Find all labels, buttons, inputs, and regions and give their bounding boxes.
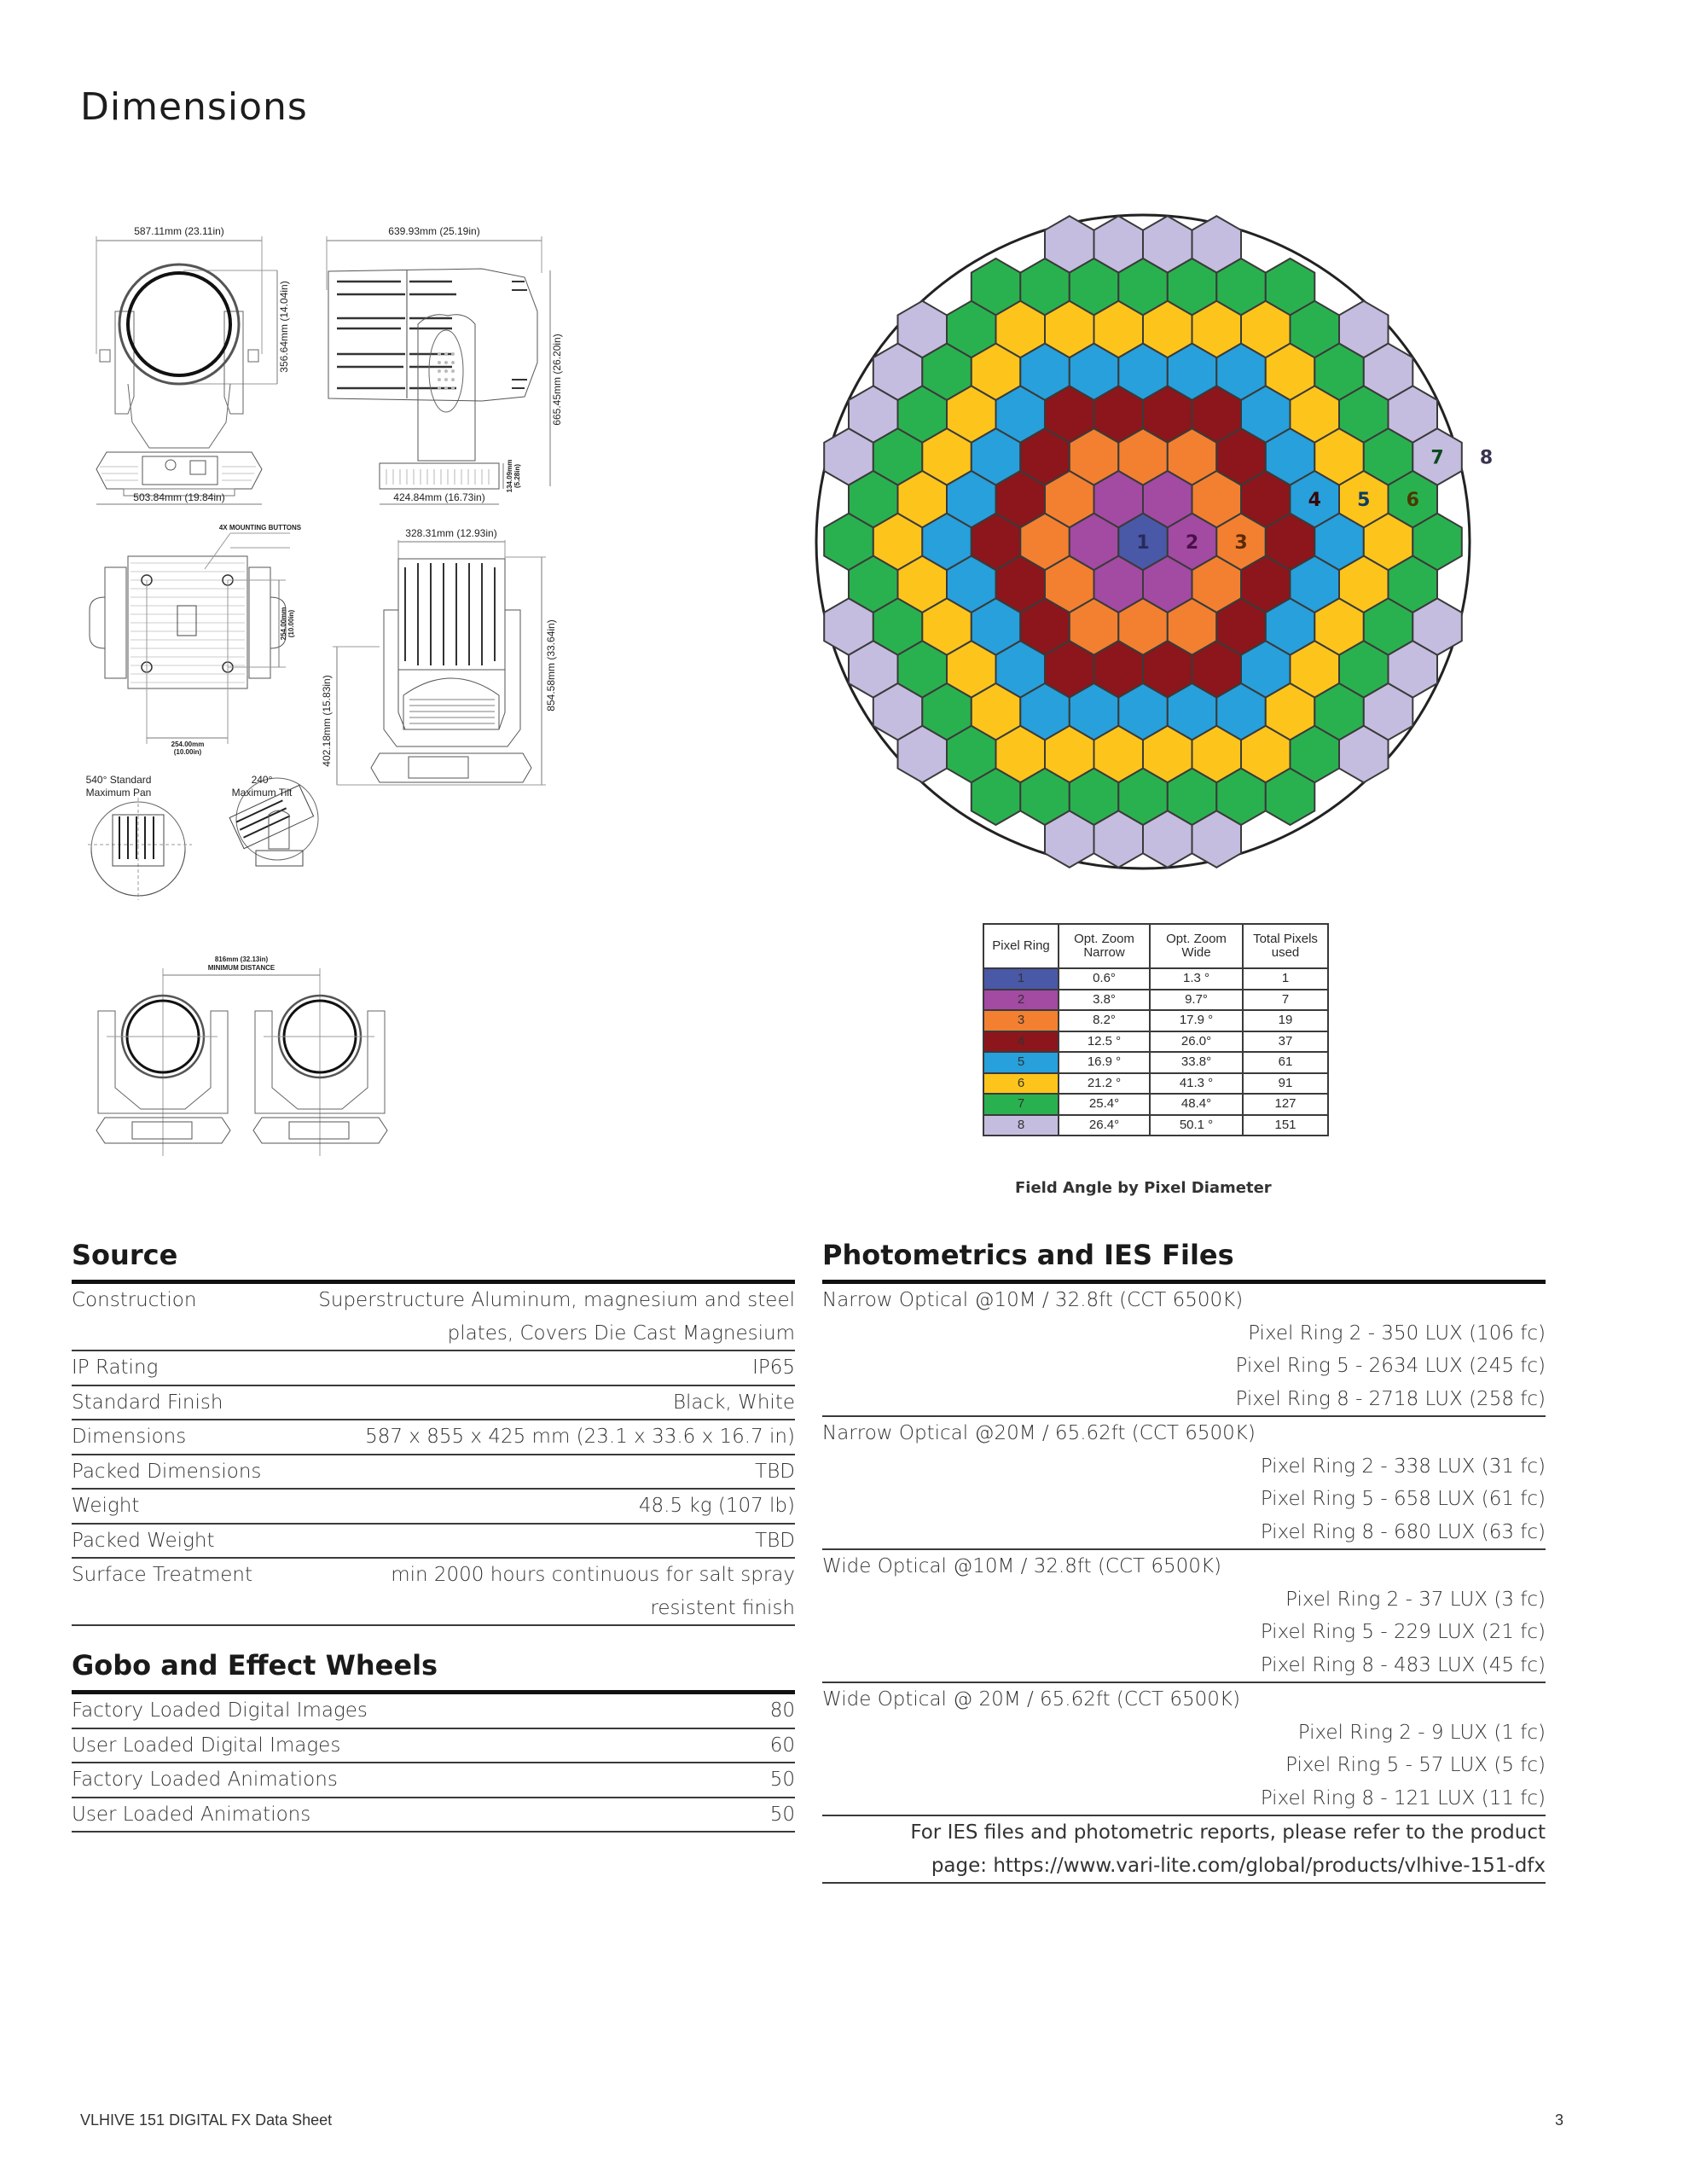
spec-label: Packed Weight bbox=[72, 1529, 215, 1552]
photometric-value: Pixel Ring 2 - 37 LUX (3 fc) bbox=[1285, 1588, 1546, 1611]
spec-row bbox=[72, 1763, 795, 1798]
table-row bbox=[983, 1031, 1328, 1053]
front-view-drawing bbox=[96, 236, 277, 504]
photometric-value: Pixel Ring 5 - 229 LUX (21 fc) bbox=[1260, 1621, 1546, 1643]
spec-value: IP65 bbox=[752, 1356, 795, 1379]
table-row bbox=[983, 990, 1328, 1011]
spec-value: 587 x 855 x 425 mm (23.1 x 33.6 x 16.7 in) bbox=[365, 1426, 795, 1448]
front-width-label: 587.11mm (23.11in) bbox=[134, 225, 224, 237]
cell-pixels: 151 bbox=[1243, 1115, 1328, 1136]
cell-narrow: 21.2 ° bbox=[1059, 1073, 1150, 1095]
gobo-rows bbox=[72, 1694, 795, 1833]
cell-pixels: 7 bbox=[1243, 990, 1328, 1011]
spec-value: min 2000 hours continuous for salt spray resistent finish bbox=[391, 1564, 795, 1619]
spec-value: 80 bbox=[769, 1699, 795, 1722]
rear-view-drawing bbox=[333, 540, 546, 785]
cell-pixels: 61 bbox=[1243, 1052, 1328, 1073]
cell-pixels: 91 bbox=[1243, 1073, 1328, 1095]
table-row bbox=[983, 968, 1328, 990]
cell-pixels: 127 bbox=[1243, 1094, 1328, 1115]
cell-wide: 9.7° bbox=[1150, 990, 1243, 1011]
table-row bbox=[983, 1010, 1328, 1031]
source-heading: Source bbox=[72, 1239, 795, 1284]
pixel-ring-label: 6 bbox=[1406, 490, 1419, 512]
photometric-value: Pixel Ring 2 - 350 LUX (106 fc) bbox=[1248, 1321, 1546, 1345]
cell-ring: 7 bbox=[983, 1094, 1059, 1115]
cell-narrow: 3.8° bbox=[1059, 990, 1150, 1011]
tilt-label-line2: Maximum Tilt bbox=[231, 787, 293, 799]
spec-value: 60 bbox=[769, 1734, 795, 1757]
footer-page-number: 3 bbox=[1555, 2111, 1564, 2129]
spec-value: 48.5 kg (107 lb) bbox=[638, 1495, 795, 1517]
photometric-group bbox=[822, 1417, 1546, 1550]
photometric-value: Pixel Ring 2 - 338 LUX (31 fc) bbox=[1260, 1455, 1546, 1478]
gobo-heading: Gobo and Effect Wheels bbox=[72, 1649, 795, 1694]
ies-note bbox=[822, 1816, 1546, 1884]
table-row bbox=[983, 1094, 1328, 1115]
cell-wide: 17.9 ° bbox=[1150, 1010, 1243, 1031]
photometrics-groups bbox=[822, 1284, 1546, 1816]
header-pixel-ring: Pixel Ring bbox=[983, 924, 1059, 968]
side-base-width-label: 424.84mm (16.73in) bbox=[393, 491, 485, 503]
spec-row bbox=[72, 1455, 795, 1490]
spec-row bbox=[72, 1559, 795, 1626]
cell-narrow: 16.9 ° bbox=[1059, 1052, 1150, 1073]
cell-wide: 1.3 ° bbox=[1150, 968, 1243, 990]
spec-label: Factory Loaded Digital Images bbox=[72, 1699, 368, 1722]
photometric-group bbox=[822, 1550, 1546, 1683]
cell-wide: 41.3 ° bbox=[1150, 1073, 1243, 1095]
spec-row bbox=[72, 1386, 795, 1421]
cell-wide: 33.8° bbox=[1150, 1052, 1243, 1073]
cell-ring: 3 bbox=[983, 1010, 1059, 1031]
gobo-section bbox=[72, 1649, 795, 1833]
pixel-ring-label: 2 bbox=[1185, 532, 1199, 554]
spec-label: Construction bbox=[72, 1289, 197, 1311]
spec-row bbox=[72, 1490, 795, 1525]
side-base-height-in: (5.28in) bbox=[513, 463, 521, 489]
rear-width-label: 328.31mm (12.93in) bbox=[405, 527, 497, 539]
photometric-group-title: Wide Optical @ 20M / 65.62ft (CCT 6500K) bbox=[822, 1688, 1240, 1711]
table-row bbox=[983, 1052, 1328, 1073]
spec-value: TBD bbox=[755, 1460, 795, 1483]
cell-ring: 8 bbox=[983, 1115, 1059, 1136]
cell-narrow: 26.4° bbox=[1059, 1115, 1150, 1136]
table-header-row bbox=[983, 924, 1328, 968]
photometric-group bbox=[822, 1683, 1546, 1816]
pan-label-line2: Maximum Pan bbox=[85, 787, 152, 799]
pixel-ring-svg bbox=[810, 209, 1494, 879]
pixel-ring-label: 4 bbox=[1308, 490, 1321, 512]
table-row bbox=[983, 1115, 1328, 1136]
spec-row bbox=[72, 1729, 795, 1764]
pixel-ring-label: 3 bbox=[1234, 532, 1248, 554]
spec-row bbox=[72, 1420, 795, 1455]
photometric-group-title: Wide Optical @10M / 32.8ft (CCT 6500K) bbox=[822, 1555, 1221, 1577]
photometric-value: Pixel Ring 2 - 9 LUX (1 fc) bbox=[1297, 1721, 1546, 1744]
photometrics-heading: Photometrics and IES Files bbox=[822, 1239, 1546, 1284]
bottom-view-drawing bbox=[90, 533, 290, 744]
cell-narrow: 0.6° bbox=[1059, 968, 1150, 990]
cell-ring: 5 bbox=[983, 1052, 1059, 1073]
mount-spacing-h-mm: 254.00mm bbox=[171, 741, 205, 748]
pixel-ring-label: 1 bbox=[1136, 532, 1150, 554]
pixel-ring-label: 7 bbox=[1430, 447, 1444, 469]
spec-row bbox=[72, 1351, 795, 1386]
photometric-value: Pixel Ring 8 - 483 LUX (45 fc) bbox=[1260, 1653, 1546, 1676]
spec-label: Dimensions bbox=[72, 1426, 187, 1448]
spec-value: Black, White bbox=[672, 1391, 795, 1414]
spec-value: 50 bbox=[769, 1769, 795, 1791]
pixel-ring-diagram bbox=[810, 209, 1494, 879]
min-distance-label: MINIMUM DISTANCE bbox=[207, 964, 276, 972]
spec-label: Packed Dimensions bbox=[72, 1460, 262, 1483]
spec-value: TBD bbox=[755, 1529, 795, 1552]
pixel-ring-table bbox=[983, 923, 1329, 1136]
spec-label: User Loaded Animations bbox=[72, 1803, 311, 1826]
cell-ring: 2 bbox=[983, 990, 1059, 1011]
minimum-distance-drawing bbox=[96, 968, 387, 1156]
cell-ring: 6 bbox=[983, 1073, 1059, 1095]
min-distance-value: 816mm (32.13in) bbox=[214, 956, 269, 963]
header-zoom-wide: Opt. Zoom Wide bbox=[1150, 924, 1243, 968]
cell-narrow: 25.4° bbox=[1059, 1094, 1150, 1115]
photometric-value: Pixel Ring 5 - 2634 LUX (245 fc) bbox=[1235, 1355, 1546, 1377]
cell-wide: 48.4° bbox=[1150, 1094, 1243, 1115]
cell-wide: 26.0° bbox=[1150, 1031, 1243, 1053]
cell-narrow: 8.2° bbox=[1059, 1010, 1150, 1031]
side-height-label: 665.45mm (26.20in) bbox=[551, 334, 563, 426]
diagram-caption: Field Angle by Pixel Diameter bbox=[1015, 1179, 1272, 1197]
spec-label: Standard Finish bbox=[72, 1391, 223, 1414]
header-total-pixels: Total Pixels used bbox=[1243, 924, 1328, 968]
yoke-height-label: 402.18mm (15.83in) bbox=[321, 675, 333, 767]
pan-label-line1: 540° Standard bbox=[85, 774, 152, 786]
photometric-group-title: Narrow Optical @20M / 65.62ft (CCT 6500K) bbox=[822, 1422, 1256, 1444]
cell-narrow: 12.5 ° bbox=[1059, 1031, 1150, 1053]
front-height-label: 356.64mm (14.04in) bbox=[278, 281, 290, 373]
photometric-group bbox=[822, 1284, 1546, 1417]
spec-label: Weight bbox=[72, 1495, 140, 1517]
side-view-drawing bbox=[327, 236, 550, 504]
cell-ring: 1 bbox=[983, 968, 1059, 990]
source-section bbox=[72, 1239, 795, 1626]
spec-label: IP Rating bbox=[72, 1356, 159, 1379]
photometric-group-title: Narrow Optical @10M / 32.8ft (CCT 6500K) bbox=[822, 1289, 1244, 1311]
spec-label: Factory Loaded Animations bbox=[72, 1769, 338, 1791]
ies-note-line2[interactable]: page: https://www.vari-lite.com/global/products/vlhive-151-dfx bbox=[931, 1854, 1546, 1877]
spec-label: Surface Treatment bbox=[72, 1564, 252, 1586]
header-zoom-narrow: Opt. Zoom Narrow bbox=[1059, 924, 1150, 968]
spec-value: Superstructure Aluminum, magnesium and steel plates, Covers Die Cast Magnesium bbox=[318, 1289, 795, 1345]
photometrics-section bbox=[822, 1239, 1546, 1884]
dimension-drawings bbox=[81, 218, 584, 1165]
base-width-label: 503.84mm (19.84in) bbox=[133, 491, 225, 503]
photometric-value: Pixel Ring 5 - 57 LUX (5 fc) bbox=[1285, 1754, 1546, 1776]
cell-ring: 4 bbox=[983, 1031, 1059, 1053]
cell-pixels: 37 bbox=[1243, 1031, 1328, 1053]
cell-pixels: 19 bbox=[1243, 1010, 1328, 1031]
mount-spacing-h-in: (10.00in) bbox=[173, 748, 202, 756]
table-row bbox=[983, 1073, 1328, 1095]
pixel-ring-label: 5 bbox=[1357, 490, 1371, 512]
spec-row bbox=[72, 1694, 795, 1729]
photometric-value: Pixel Ring 8 - 2718 LUX (258 fc) bbox=[1235, 1387, 1546, 1410]
spec-value: 50 bbox=[769, 1803, 795, 1826]
cell-wide: 50.1 ° bbox=[1150, 1115, 1243, 1136]
side-base-height-mm: 134.09mm bbox=[506, 459, 513, 493]
spec-row bbox=[72, 1284, 795, 1351]
spec-row bbox=[72, 1798, 795, 1833]
drawings-svg bbox=[81, 218, 584, 1165]
tilt-label-line1: 240° bbox=[251, 774, 273, 786]
mounting-buttons-label: 4X MOUNTING BUTTONS bbox=[218, 524, 302, 531]
source-rows bbox=[72, 1284, 795, 1626]
photometric-value: Pixel Ring 8 - 121 LUX (11 fc) bbox=[1260, 1786, 1546, 1809]
mount-spacing-v-mm: 254.00mm bbox=[280, 607, 287, 641]
photometric-value: Pixel Ring 5 - 658 LUX (61 fc) bbox=[1260, 1488, 1546, 1510]
ies-note-line1: For IES files and photometric reports, please refer to the product bbox=[910, 1821, 1546, 1844]
mount-spacing-v-in: (10.00in) bbox=[287, 609, 295, 638]
footer-doc-title: VLHIVE 151 DIGITAL FX Data Sheet bbox=[80, 2111, 333, 2129]
spec-row bbox=[72, 1525, 795, 1560]
photometric-value: Pixel Ring 8 - 680 LUX (63 fc) bbox=[1260, 1520, 1546, 1543]
cell-pixels: 1 bbox=[1243, 968, 1328, 990]
spec-label: User Loaded Digital Images bbox=[72, 1734, 341, 1757]
rear-height-label: 854.58mm (33.64in) bbox=[545, 619, 557, 712]
page-title: Dimensions bbox=[80, 85, 308, 129]
side-width-label: 639.93mm (25.19in) bbox=[388, 225, 480, 237]
pixel-ring-label: 8 bbox=[1479, 447, 1494, 469]
